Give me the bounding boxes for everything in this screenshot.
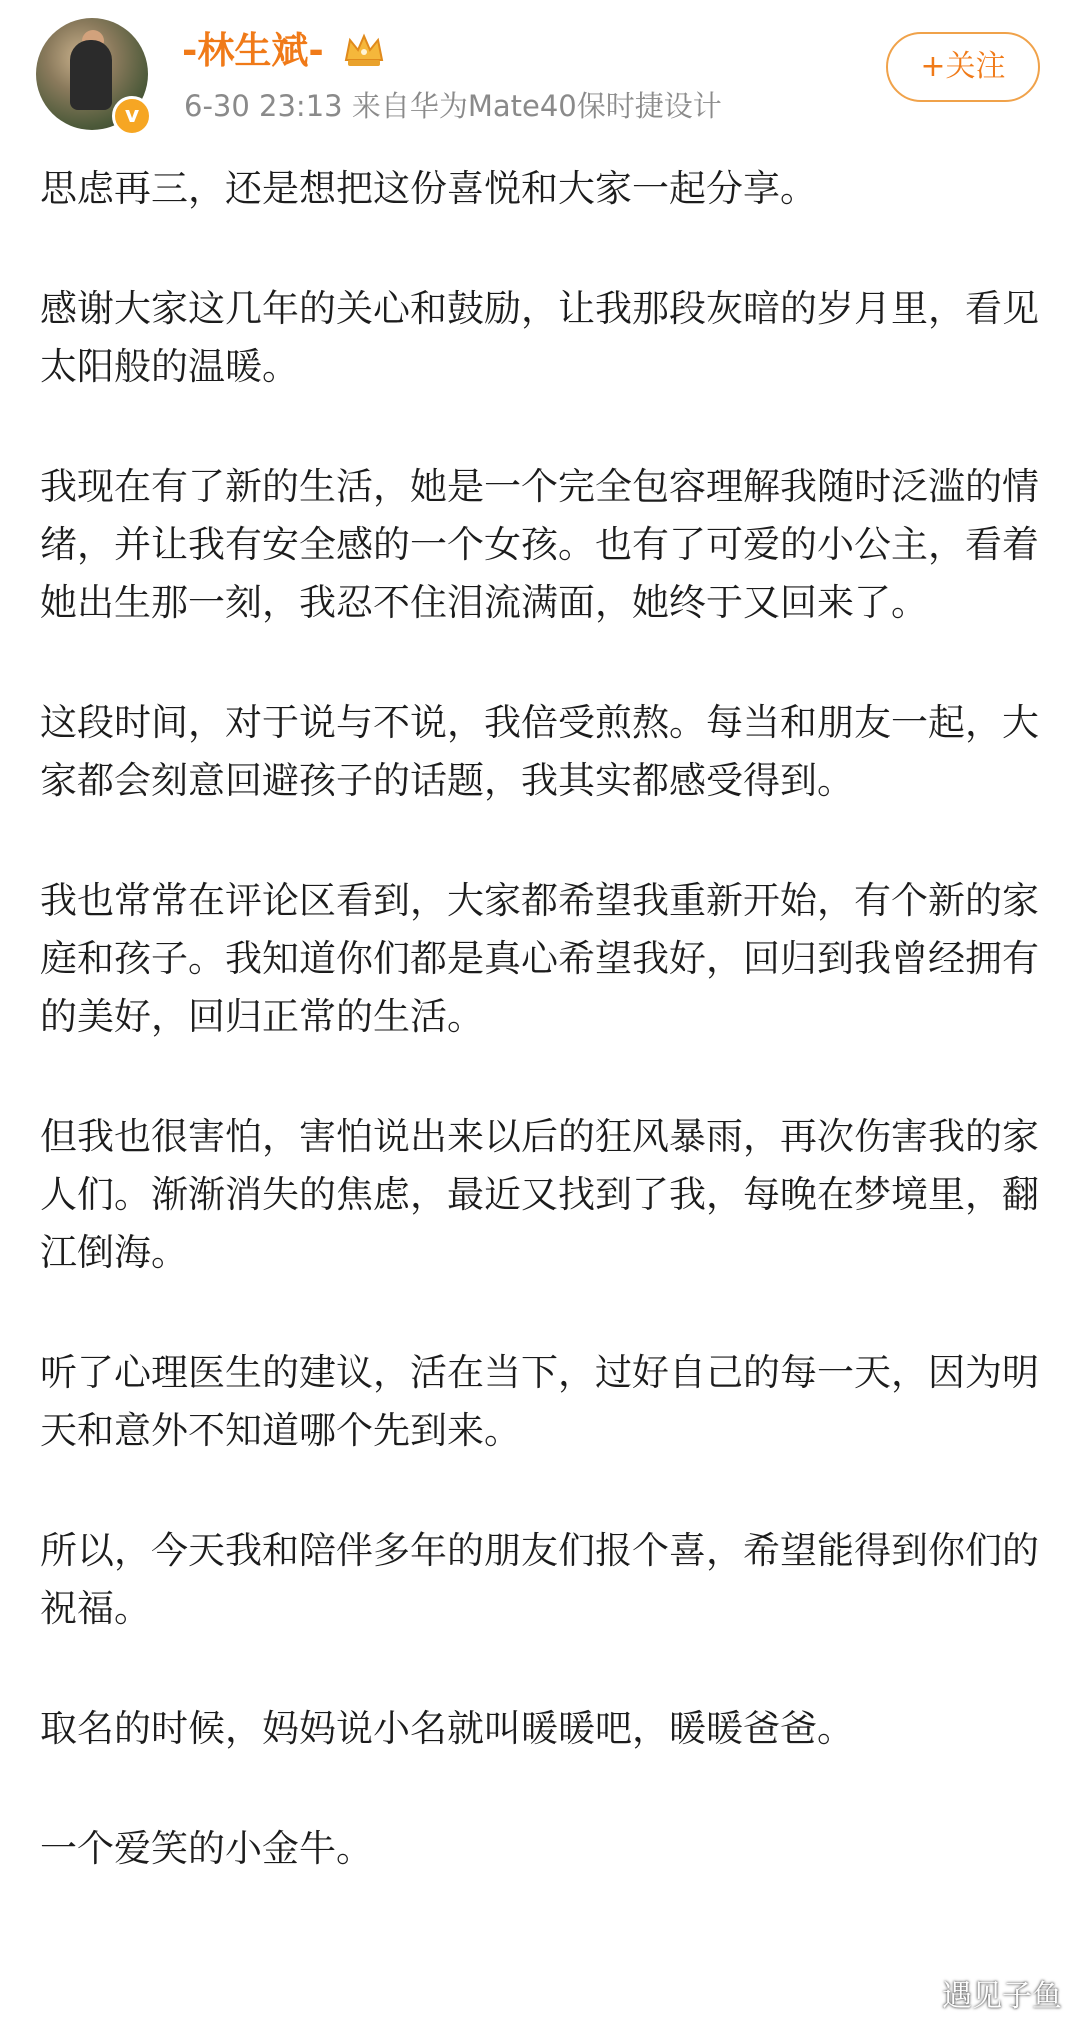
author-name[interactable]: -林生斌- bbox=[182, 29, 324, 72]
post-header bbox=[0, 0, 1080, 150]
post-paragraph: 这段时间，对于说与不说，我倍受煎熬。每当和朋友一起，大家都会刻意回避孩子的话题，我其实都感受得到。 bbox=[40, 701, 1039, 802]
verified-badge-icon: v bbox=[112, 96, 152, 136]
post-paragraph: 一个爱笑的小金牛。 bbox=[40, 1827, 373, 1870]
avatar-figure bbox=[70, 40, 112, 110]
post-paragraph: 听了心理医生的建议，活在当下，过好自己的每一天，因为明天和意外不知道哪个先到来。 bbox=[40, 1351, 1039, 1452]
post-paragraph: 但我也很害怕，害怕说出来以后的狂风暴雨，再次伤害我的家人们。渐渐消失的焦虑，最近又找到了我，每晚在梦境里，翻江倒海。 bbox=[40, 1115, 1039, 1274]
post-paragraph: 感谢大家这几年的关心和鼓励，让我那段灰暗的岁月里，看见太阳般的温暖。 bbox=[40, 287, 1039, 388]
post-paragraph: 我现在有了新的生活，她是一个完全包容理解我随时泛滥的情绪，并让我有安全感的一个女孩。也有了可爱的小公主，看着她出生那一刻，我忍不住泪流满面，她终于又回来了。 bbox=[40, 465, 1039, 624]
post-meta: 6-30 23:13 来自华为Mate40保时捷设计 bbox=[184, 89, 722, 123]
crown-icon bbox=[342, 30, 386, 70]
post-paragraph: 思虑再三，还是想把这份喜悦和大家一起分享。 bbox=[40, 167, 817, 210]
post-paragraph: 所以，今天我和陪伴多年的朋友们报个喜，希望能得到你们的祝福。 bbox=[40, 1529, 1039, 1630]
follow-button[interactable]: +关注 bbox=[886, 32, 1040, 102]
watermark: 遇见子鱼 bbox=[942, 1979, 1062, 2014]
post-paragraph: 我也常常在评论区看到，大家都希望我重新开始，有个新的家庭和孩子。我知道你们都是真心希望我好，回归到我曾经拥有的美好，回归正常的生活。 bbox=[40, 879, 1039, 1038]
post-paragraph: 取名的时候，妈妈说小名就叫暖暖吧，暖暖爸爸。 bbox=[40, 1707, 854, 1750]
post-content bbox=[40, 160, 1048, 1940]
